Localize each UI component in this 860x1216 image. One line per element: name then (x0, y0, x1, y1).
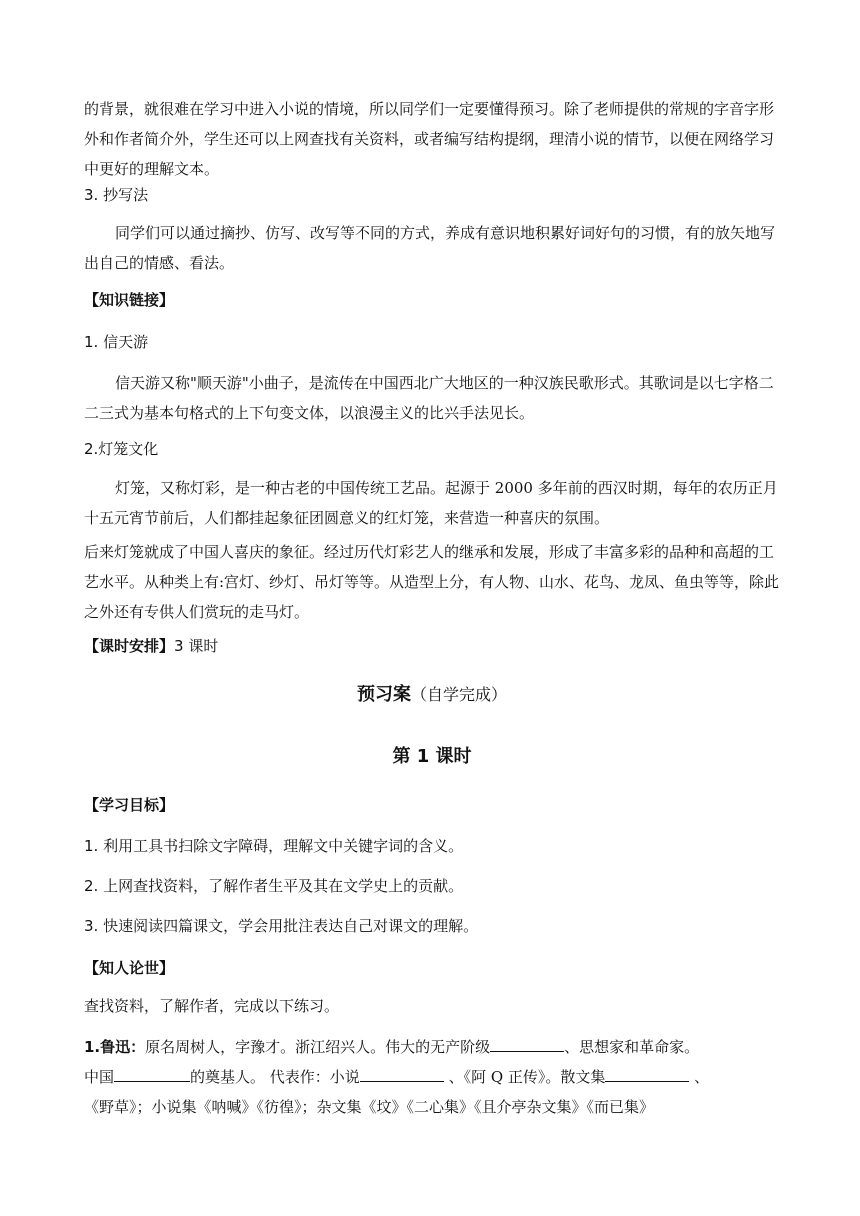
schedule-value: 3 课时 (174, 637, 219, 655)
preview-title (84, 680, 780, 710)
blank-3[interactable] (360, 1065, 444, 1082)
lesson-title: 第 1 课时 (392, 746, 472, 767)
preview-title-sub: （自学完成） (410, 685, 507, 704)
knowledge-heading: 【知识链接】 (84, 291, 175, 309)
luxun-line-2 (84, 1062, 780, 1092)
method3-body: 同学们可以通过摘抄、仿写、改写等不同的方式，养成有意识地积累好词好句的习惯，有的放矢地写出自己的情感、看法。 (84, 224, 776, 272)
schedule-line (84, 631, 780, 661)
objectives-heading: 【学习目标】 (84, 796, 175, 814)
knowledge-item2-body1: 灯笼，又称灯彩，是一种古老的中国传统工艺品。起源于 2000 多年前的西汉时期，每年的农历正月十五元宵节前后，人们都挂起象征团圆意义的红灯笼，来营造一种喜庆的氛围。 (84, 479, 778, 527)
luxun-line2-d: 、 (689, 1068, 710, 1086)
objective-item-1: 1. 利用工具书扫除文字障碍，理解文中关键字词的含义。 (84, 837, 464, 855)
author-heading: 【知人论世】 (84, 959, 175, 977)
luxun-line2-b: 的奠基人。 代表作：小说 (190, 1068, 360, 1086)
preview-title-main: 预习案 (356, 684, 411, 705)
blank-2[interactable] (114, 1065, 190, 1082)
luxun-line2-c: 、《阿 Q 正传》。散文集 (443, 1068, 606, 1086)
method3-heading: 3. 抄写法 (84, 186, 149, 204)
luxun-label: 1.鲁迅： (84, 1038, 146, 1056)
knowledge-item2-body2: 后来灯笼就成了中国人喜庆的象征。经过历代灯彩艺人的继承和发展，形成了丰富多彩的品种和高超的工艺水平。从种类上有:宫灯、纱灯、吊灯等等。从造型上分，有人物、山水、花鸟、龙凤、鱼虫等等，除此之外还有专供人们赏玩的走马灯。 (84, 543, 780, 621)
luxun-line1-b: 、思想家和革命家。 (564, 1038, 700, 1056)
author-instruction: 查找资料，了解作者，完成以下练习。 (84, 997, 340, 1015)
blank-1[interactable] (490, 1035, 564, 1052)
blank-4[interactable] (605, 1065, 689, 1082)
luxun-line-3: 《野草》；小说集《呐喊》《彷徨》；杂文集《坟》《二心集》《且介亭杂文集》《而已集》 (84, 1098, 655, 1116)
objective-item-2: 2. 上网查找资料，了解作者生平及其在文学史上的贡献。 (84, 877, 464, 895)
intro-paragraph: 的背景，就很难在学习中进入小说的情境，所以同学们一定要懂得预习。除了老师提供的常规的字音字形外和作者简介外，学生还可以上网查找有关资料，或者编写结构提纲，理清小说的情节，以便在网络学习中更好的理解文本。 (84, 100, 775, 178)
knowledge-item2-title: 2.灯笼文化 (84, 440, 159, 458)
schedule-label: 【课时安排】 (84, 637, 175, 655)
luxun-line1-a: 原名周树人，字豫才。浙江绍兴人。伟大的无产阶级 (145, 1038, 491, 1056)
luxun-line-1 (84, 1032, 780, 1062)
knowledge-item1-body: 信天游又称"顺天游"小曲子，是流传在中国西北广大地区的一种汉族民歌形式。其歌词是以七字格二二三式为基本句格式的上下句变文体，以浪漫主义的比兴手法见长。 (84, 374, 774, 422)
luxun-line2-a: 中国 (84, 1068, 115, 1086)
objective-item-3: 3. 快速阅读四篇课文，学会用批注表达自己对课文的理解。 (84, 917, 479, 935)
knowledge-item1-title: 1. 信天游 (84, 333, 149, 351)
